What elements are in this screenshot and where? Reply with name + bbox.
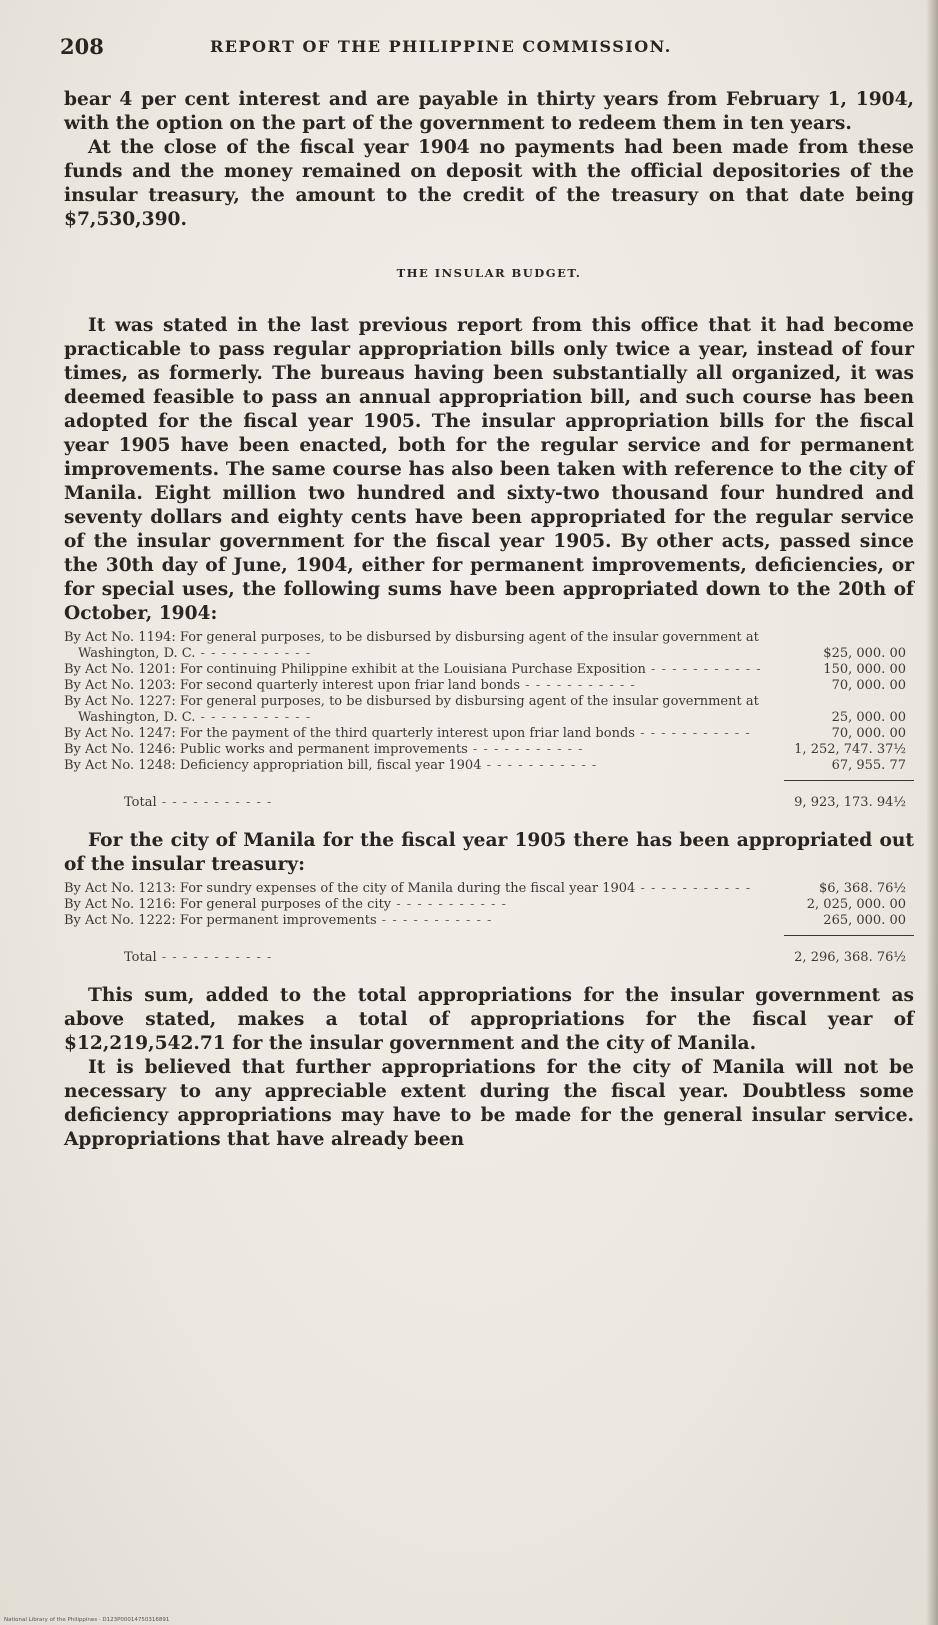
row-description: By Act No. 1248: Deficiency appropriation bill, fiscal year 1904 - - - - - - - - - - - [64,758,598,773]
row-amount: 150, 000. 00 [823,662,906,677]
dot-leader: - - - - - - - - - - - [195,646,312,661]
row-description: By Act No. 1213: For sundry expenses of the city of Manila during the fiscal year 1904 - - - - - - - - - - - [64,881,752,896]
paragraph-further-appropriations: It is believed that further appropriations for the city of Manila will not be necessary to any appreciable extent during the fiscal year. Doubtless some deficiency appropriations may have to be made for the general insular service. Appropriations that have already been [64,1057,914,1150]
library-footer: National Library of the Philippines · D123P00014750316891 [4,1617,170,1623]
table-row [64,742,914,758]
row-amount: 70, 000. 00 [831,678,906,693]
row-amount: $25, 000. 00 [823,646,906,661]
dot-leader: - - - - - - - - - - - [645,662,762,677]
table-row [64,662,914,678]
dot-leader: - - - - - - - - - - - [391,897,507,912]
row-description: By Act No. 1201: For continuing Philippine exhibit at the Louisiana Purchase Exposition - - - - - - - - - - - [64,662,762,677]
dot-leader: - - - - - - - - - - - [376,913,493,928]
row-amount: 1, 252, 747. 37½ [794,742,906,757]
table-row [64,678,914,694]
row-amount: $6, 368. 76½ [818,881,906,896]
dot-leader: - - - - - - - - - - - [467,742,584,757]
dot-leader: - - - - - - - - - - - [520,678,636,693]
total-amount: 9, 923, 173. 94½ [794,795,906,810]
dot-leader: - - - - - - - - - - - [156,950,273,965]
paragraph-continuation: bear 4 per cent interest and are payable in thirty years from February 1, 1904, with the option on the part of the government to redeem them in ten years. [64,89,914,134]
total-amount: 2, 296, 368. 76½ [794,950,906,965]
dot-leader: - - - - - - - - - - - [634,726,751,741]
page-number: 208 [60,34,104,59]
running-title: REPORT OF THE PHILIPPINE COMMISSION. [210,37,672,56]
appropriations-table-insular [64,630,914,811]
table-row [64,897,914,913]
table-row [64,726,914,742]
row-description: By Act No. 1246: Public works and permanent improvements - - - - - - - - - - - [64,742,584,757]
table-row [64,913,914,929]
row-description: By Act No. 1247: For the payment of the third quarterly interest upon friar land bonds - - - - - - - - - - - [64,726,751,741]
row-description: By Act No. 1194: For general purposes, to be disbursed by disbursing agent of the insular government at Washington, D. C. - - - - - - - - - - - [64,630,759,661]
total-label: Total - - - - - - - - - - - [124,950,273,965]
row-description: By Act No. 1203: For second quarterly interest upon friar land bonds - - - - - - - - - - - [64,678,636,693]
dot-leader: - - - - - - - - - - - [156,795,273,810]
section-title: THE INSULAR BUDGET. [396,266,582,280]
total-row [64,940,914,966]
paragraph-manila: For the city of Manila for the fiscal year 1905 there has been appropriated out of the insular treasury: [64,830,914,875]
paragraph-fiscal-close: At the close of the fiscal year 1904 no payments had been made from these funds and the money remained on deposit with the official depositories of the insular treasury, the amount to the credit of the treasury on that date being $7,530,390. [64,137,914,230]
dot-leader: - - - - - - - - - - - [635,881,752,896]
row-description: By Act No. 1216: For general purposes of the city - - - - - - - - - - - [64,897,507,912]
dot-leader: - - - - - - - - - - - [481,758,598,773]
dot-leader: - - - - - - - - - - - [195,710,312,725]
row-amount: 70, 000. 00 [831,726,906,741]
paragraph-total-appropriations: This sum, added to the total appropriations for the insular government as above stated, makes a total of appropriations for the fiscal year of $12,219,542.71 for the insular government and the city of Manila. [64,985,914,1054]
total-label: Total - - - - - - - - - - - [124,795,273,810]
row-amount: 2, 025, 000. 00 [806,897,906,912]
row-description: By Act No. 1222: For permanent improvements - - - - - - - - - - - [64,913,493,928]
row-amount: 25, 000. 00 [831,710,906,725]
table-row [64,881,914,897]
total-row [64,785,914,811]
row-amount: 67, 955. 77 [831,758,906,773]
row-description: By Act No. 1227: For general purposes, to be disbursed by disbursing agent of the insular government at Washington, D. C. - - - - - - - - - - - [64,694,759,725]
paragraph-insular-budget: It was stated in the last previous report from this office that it had become practicable to pass regular appropriation bills only twice a year, instead of four times, as formerly. The bureaus having been substantially all organized, it was deemed feasible to pass an annual appropriation bill, and such course has been adopted for the fiscal year 1905. The insular appropriation bills for the fiscal year 1905 have been enacted, both for the regular service and for permanent improvements. The same course has also been taken with reference to the city of Manila. Eight million two hundred and sixty-two thousand four hundred and seventy dollars and eighty cents have been appropriated for the regular service of the insular government for the fiscal year 1905. By other acts, passed since the 30th day of June, 1904, either for permanent improvements, deficiencies, or for special uses, the following sums have been appropriated down to the 20th of October, 1904: [64,315,914,624]
appropriations-table-manila [64,881,914,966]
table-row [64,630,914,662]
page-edge-shadow [926,0,938,1625]
table-row [64,758,914,774]
table-row [64,694,914,726]
row-amount: 265, 000. 00 [823,913,906,928]
page-body [64,88,914,1152]
page-header [60,34,900,60]
